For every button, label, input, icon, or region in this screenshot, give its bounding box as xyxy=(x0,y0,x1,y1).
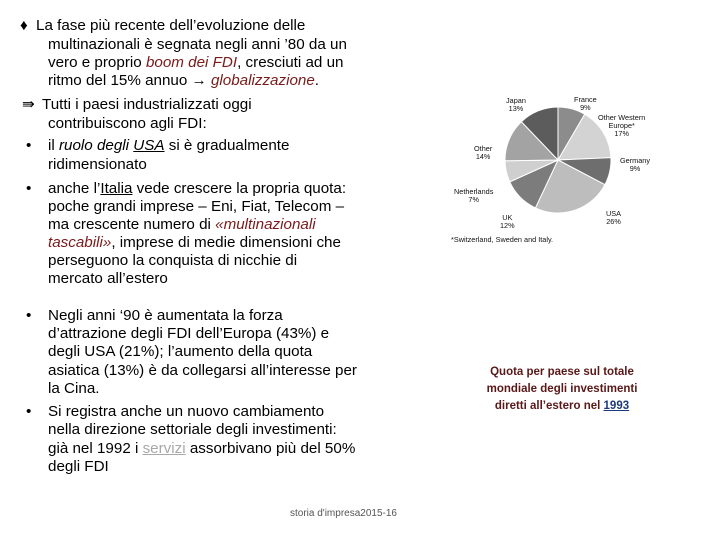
bullet4-line6: mercato all’estero xyxy=(48,270,168,287)
caption-year: 1993 xyxy=(603,400,630,412)
bullet6-line1: Si registra anche un nuovo cambiamento xyxy=(48,403,325,420)
label-netherlands: Netherlands 7% xyxy=(454,187,494,205)
label-other: Other 14% xyxy=(474,144,493,162)
bullet6-line3-post: assorbivano più del 50% xyxy=(185,440,356,457)
bullet4-line3 xyxy=(48,216,316,234)
bullet5-line5: la Cina. xyxy=(48,380,100,397)
usa-text: USA xyxy=(133,137,165,154)
tascabili-text: tascabili» xyxy=(48,234,112,251)
bullet3-post: si è gradualmente xyxy=(164,137,290,154)
label-other-western-europe: Other Western Europe* 17% xyxy=(598,113,646,139)
bullet6-line3 xyxy=(48,440,355,458)
bullet2-line2: contribuiscono agli FDI: xyxy=(48,115,207,132)
bullet4-line4-post: , imprese di medie dimensioni che xyxy=(111,234,341,251)
bullet3-line2: ridimensionato xyxy=(48,156,147,173)
bullet4-pre: anche l’ xyxy=(48,180,101,197)
bullet1-line3-post: , cresciuti ad un xyxy=(237,54,344,71)
caption-line3 xyxy=(472,398,652,415)
bullet2-line1: Tutti i paesi industrializzati oggi xyxy=(42,96,252,113)
bullet1-line3-pre: vero e proprio xyxy=(48,54,146,71)
caption-line3-pre: diretti all’estero nel xyxy=(494,400,604,412)
bullet-dot-icon: • xyxy=(26,180,32,197)
bullet4-post: vede crescere la propria quota: xyxy=(132,180,347,197)
bullet3-line1 xyxy=(48,137,289,155)
bullet1-line1: La fase più recente dell’evoluzione delle xyxy=(36,17,306,34)
footer-text: storia d'impresa2015-16 xyxy=(290,508,397,519)
bullet4-line4 xyxy=(48,234,341,252)
bullet5-line1: Negli anni ‘90 è aumentata la forza xyxy=(48,307,283,324)
bullet4-line1 xyxy=(48,180,346,198)
bullet-dot-icon: • xyxy=(26,403,32,420)
caption-line2: mondiale degli investimenti xyxy=(486,383,638,395)
servizi-text: servizi xyxy=(142,440,186,457)
multinazionali-text: «multinazionali xyxy=(215,216,316,233)
bullet5-line2: d’attrazione degli FDI dell’Europa (43%) e xyxy=(48,325,330,342)
bullet6-line3-pre: già nel 1992 i xyxy=(48,440,143,457)
bullet1-line2: multinazionali è segnata negli anni ’80 da un xyxy=(48,36,347,53)
bullet1-line4-post: . xyxy=(314,72,320,89)
bullet1-line4-pre: ritmo del 15% annuo → xyxy=(48,72,211,89)
bullet5-line4: asiatica (13%) è da collegarsi all’interesse per xyxy=(48,362,357,379)
bullet6-line4: degli FDI xyxy=(48,458,109,475)
label-france: France 9% xyxy=(574,95,597,113)
italia-text: Italia xyxy=(100,180,133,197)
pie-caption xyxy=(472,364,652,415)
bullet-dot-icon: • xyxy=(26,137,32,154)
label-usa: USA 26% xyxy=(606,209,622,227)
bullet-diamond-icon: ♦ xyxy=(20,17,28,34)
label-uk: UK 12% xyxy=(500,213,515,231)
fdi-pie-chart xyxy=(448,90,664,250)
bullet5-line3: degli USA (21%); l’aumento della quota xyxy=(48,343,313,360)
bullet4-line2: poche grandi imprese – Eni, Fiat, Telecom – xyxy=(48,198,345,215)
bullet1-line4 xyxy=(48,72,319,90)
ruolo-text: ruolo degli xyxy=(58,137,134,154)
bullet4-line5: perseguono la conquista di nicchie di xyxy=(48,252,298,269)
bullet-arrow-icon: ⇛ xyxy=(22,96,35,113)
bullet3-pre: il xyxy=(48,137,59,154)
pie-footnote: *Switzerland, Sweden and Italy. xyxy=(451,235,554,244)
bullet4-line3-pre: ma crescente numero di xyxy=(48,216,216,233)
globalizzazione-text: globalizzazione xyxy=(210,72,315,89)
boom-fdi-text: boom dei FDI xyxy=(145,54,238,71)
bullet-dot-icon: • xyxy=(26,307,32,324)
caption-line1: Quota per paese sul totale xyxy=(490,366,634,378)
label-germany: Germany 9% xyxy=(620,156,651,174)
label-japan: Japan 13% xyxy=(506,96,526,114)
bullet6-line2: nella direzione settoriale degli investimenti: xyxy=(48,421,337,438)
bullet1-line3 xyxy=(48,54,343,72)
